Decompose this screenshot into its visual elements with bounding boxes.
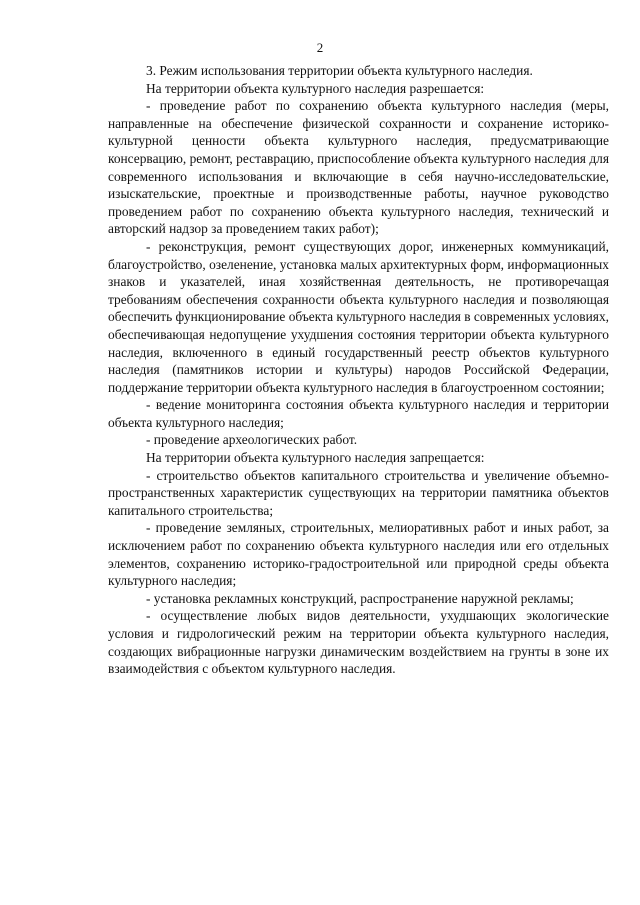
- page-number: 2: [316, 40, 324, 55]
- document-body: [108, 62, 609, 678]
- allowed-item-preservation-works: - проведение работ по сохранению объекта культурного наследия (меры, направленные на обеспечение физической сохранности и сохранение историко-культурной ценности объекта культурного наследия, предусматривающие консервацию, ремонт, реставрацию, приспособление объекта культурного наследия для современного использования и включающие в себя научно-исследовательские, изыскательские, проектные и производственные работы, научное руководство проведением работ по сохранению объекта культурного наследия, технический и авторский надзор за проведением таких работ);: [108, 98, 609, 237]
- allowed-item-monitoring: - ведение мониторинга состояния объекта культурного наследия и территории объекта культурного наследия;: [108, 397, 609, 430]
- prohibited-item-earthworks: - проведение земляных, строительных, мелиоративных работ и иных работ, за исключением работ по сохранению объекта культурного наследия или его отдельных элементов, сохранению историко-градостроительной или природной среды объекта культурного наследия;: [108, 520, 609, 589]
- prohibited-intro: На территории объекта культурного наследия запрещается:: [146, 450, 485, 466]
- prohibited-item-construction: - строительство объектов капитального строительства и увеличение объемно-пространственных характеристик существующих на территории памятника объектов капитального строительства;: [108, 467, 609, 518]
- allowed-item-archaeology: - проведение археологических работ.: [146, 432, 358, 448]
- allowed-intro: На территории объекта культурного наследия разрешается:: [146, 80, 485, 96]
- prohibited-item-ecological-harm: - осуществление любых видов деятельности, ухудшающих экологические условия и гидрологический режим на территории объекта культурного наследия, создающих вибрационные нагрузки динамическим воздействием на грунты в зоне их взаимодействия с объектом культурного наследия.: [108, 608, 609, 677]
- section-heading-usage-regime: 3. Режим использования территории объекта культурного наследия.: [146, 63, 533, 78]
- allowed-item-reconstruction: - реконструкция, ремонт существующих дорог, инженерных коммуникаций, благоустройство, озеленение, установка малых архитектурных форм, информационных знаков и указателей, иная хозяйственная деятельность, не противоречащая требованиям обеспечения сохранности объекта культурного наследия и позволяющая обеспечить функционирование объекта культурного наследия в современных условиях, обеспечивающая недопущение ухудшения состояния территории объекта культурного наследия, включенного в единый государственный реестр объектов культурного наследия (памятников истории и культуры) народов Российской Федерации, поддержание территории объекта культурного наследия в благоустроенном состоянии;: [108, 238, 609, 395]
- prohibited-item-advertising: - установка рекламных конструкций, распространение наружной рекламы;: [146, 590, 574, 606]
